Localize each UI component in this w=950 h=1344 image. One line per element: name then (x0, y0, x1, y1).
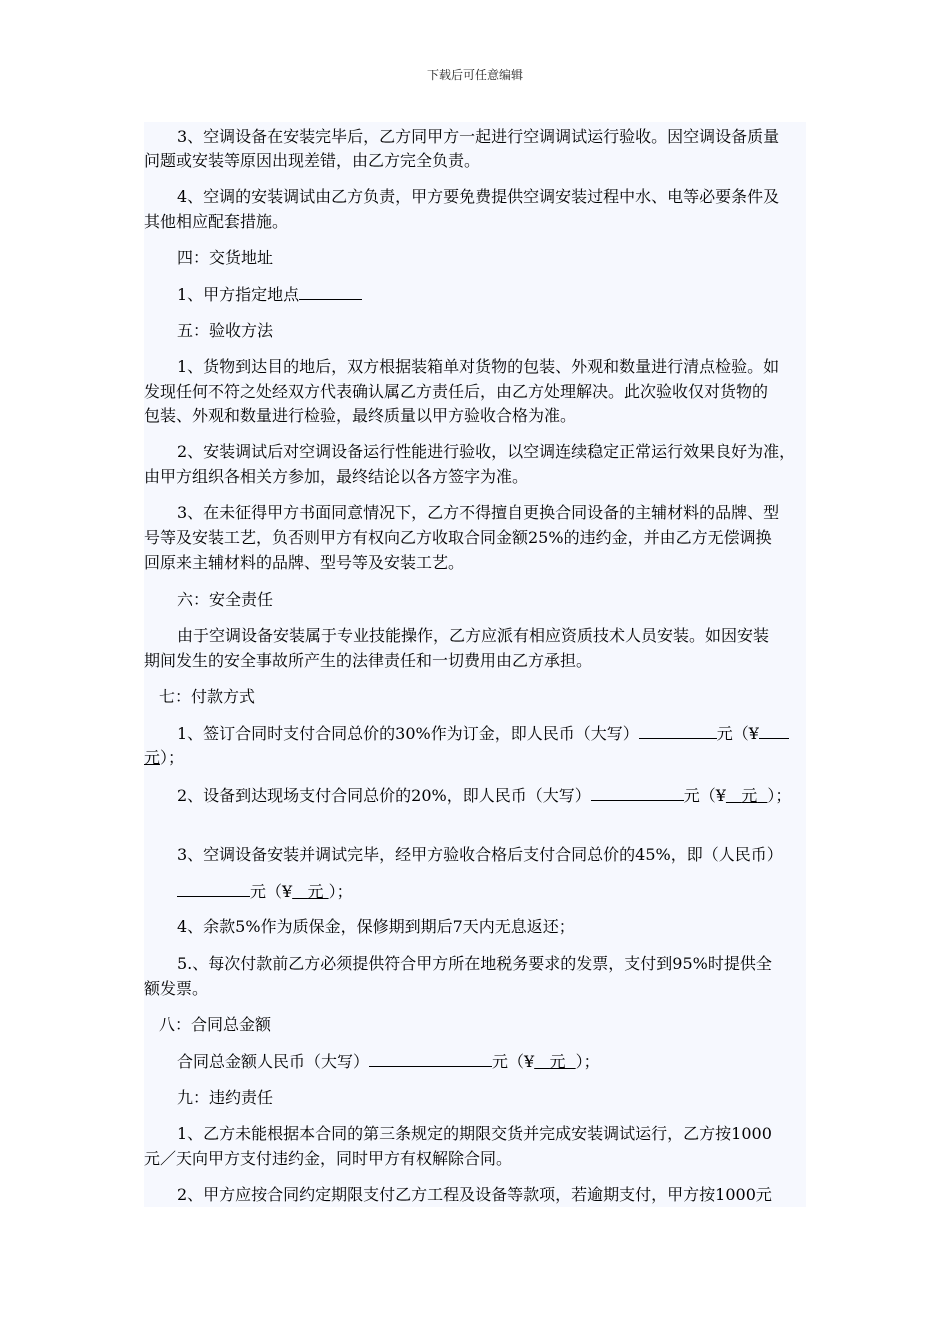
payment-4: 4、余款5%作为质保金，保修期到期后7天内无息返还； (177, 917, 575, 936)
payment-3-yuan: 元（¥ (250, 882, 293, 901)
payment-2-amount-blank (591, 783, 684, 801)
clause-4-line-2: 其他相应配套措施。 (144, 212, 289, 231)
section-6-heading: 六：安全责任 (177, 590, 274, 609)
payment-3-amount-blank (177, 879, 250, 897)
payment-1-text: 1、签订合同时支付合同总价的30%作为订金，即人民币（大写） (177, 724, 639, 743)
safety-line-2: 期间发生的安全事故所产生的法律责任和一切费用由乙方承担。 (144, 651, 593, 670)
clause-4-line-1: 4、空调的安装调试由乙方负责，甲方要免费提供空调安装过程中水、电等必要条件及 (177, 187, 780, 206)
payment-3-line-2 (144, 879, 839, 905)
payment-5-line-1: 5.、每次付款前乙方必须提供符合甲方所在地税务要求的发票，支付到95%时提供全 (177, 954, 772, 973)
payment-2-text: 2、设备到达现场支付合同总价的20%，即人民币（大写） (177, 786, 591, 805)
acceptance-2-line-2: 由甲方组织各相关方参加，最终结论以各方签字为准。 (144, 467, 529, 486)
breach-1-line-1: 1、乙方未能根据本合同的第三条规定的期限交货并完成安装调试运行，乙方按1000 (177, 1124, 772, 1143)
payment-1-yuan: 元（¥ (716, 724, 759, 743)
breach-2-line-1: 2、甲方应按合同约定期限支付乙方工程及设备等款项，若逾期支付，甲方按1000元 (177, 1185, 772, 1204)
acceptance-2-line-1: 2、安装调试后对空调设备运行性能进行验收，以空调连续稳定正常运行效果良好为准， (177, 442, 796, 461)
payment-2-tail: ）； (767, 786, 792, 805)
clause-3-line-2: 问题或安装等原因出现差错，由乙方完全负责。 (144, 151, 481, 170)
payment-1-amount-blank (639, 721, 717, 739)
payment-1-line-1 (144, 721, 839, 747)
breach-1-line-2: 元／天向甲方支付违约金，同时甲方有权解除合同。 (144, 1149, 513, 1168)
total-unit: 元 (549, 1052, 566, 1071)
total-amount-text: 合同总金额人民币（大写） (177, 1052, 370, 1071)
delivery-location-blank (299, 282, 362, 300)
acceptance-3-line-2: 号等及安装工艺，负否则甲方有权向乙方收取合同金额25%的违约金，并由乙方无偿调换 (144, 528, 772, 547)
section-5-heading: 五：验收方法 (177, 321, 274, 340)
section-8-heading: 八：合同总金额 (159, 1015, 272, 1034)
payment-1-line-2 (144, 746, 806, 771)
payment-3-unit: 元 (307, 882, 324, 901)
payment-2-yuan: 元（¥ (683, 786, 726, 805)
acceptance-1-line-3: 包装、外观和数量进行检验，最终质量以甲方验收合格为准。 (144, 406, 577, 425)
section-7-heading: 七：付款方式 (159, 687, 256, 706)
clause-3-line-1: 3、空调设备在安装完毕后，乙方同甲方一起进行空调调试运行验收。因空调设备质量 (177, 127, 780, 146)
safety-line-1: 由于空调设备安装属于专业技能操作，乙方应派有相应资质技术人员安装。如因安装 (177, 626, 770, 645)
total-tail: ）； (575, 1052, 600, 1071)
payment-1-figure-blank (759, 721, 789, 739)
delivery-location (144, 282, 839, 308)
payment-3-tail: ）； (328, 882, 353, 901)
acceptance-3-line-1: 3、在未征得甲方书面同意情况下，乙方不得擅自更换合同设备的主辅材料的品牌、型 (177, 503, 780, 522)
document-body (144, 122, 806, 1207)
payment-1-unit: 元 (144, 748, 161, 767)
acceptance-1-line-2: 发现任何不符之处经双方代表确认属乙方责任后，由乙方处理解决。此次验收仅对货物的 (144, 382, 769, 401)
payment-1-tail: ）； (160, 748, 185, 767)
acceptance-3-line-3: 回原来主辅材料的品牌、型号等及安装工艺。 (144, 553, 465, 572)
delivery-location-label: 1、甲方指定地点 (177, 285, 300, 304)
section-9-heading: 九：违约责任 (177, 1088, 274, 1107)
total-yuan: 元（¥ (492, 1052, 535, 1071)
section-4-heading: 四：交货地址 (177, 248, 274, 267)
total-amount (144, 1049, 839, 1075)
payment-2-unit: 元 (741, 786, 758, 805)
acceptance-1-line-1: 1、货物到达目的地后，双方根据装箱单对货物的包装、外观和数量进行清点检验。如 (177, 357, 780, 376)
page-header: 下载后可任意编辑 (426, 68, 523, 82)
payment-3-line-1: 3、空调设备安装并调试完毕，经甲方验收合格后支付合同总价的45%，即（人民币） (177, 845, 783, 864)
payment-2 (144, 783, 839, 809)
payment-5-line-2: 额发票。 (144, 979, 209, 998)
total-amount-blank (369, 1049, 492, 1067)
